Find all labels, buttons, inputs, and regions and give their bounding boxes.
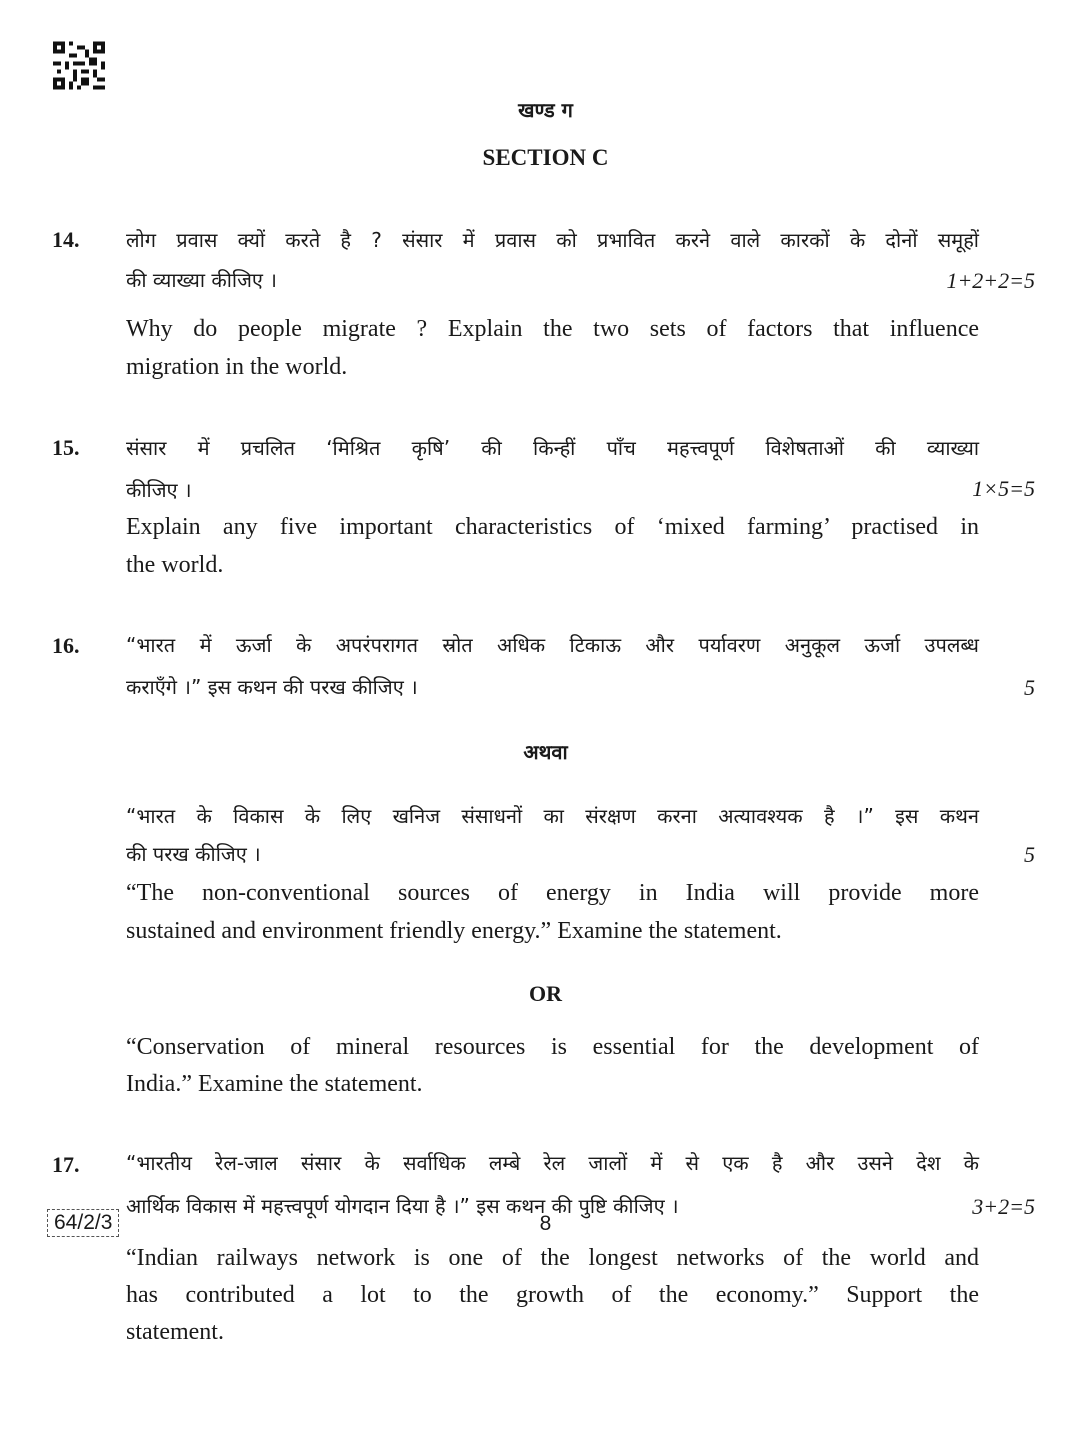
q15-english-line-2: the world. <box>126 552 224 578</box>
q16-marks: 5 <box>1024 675 1035 700</box>
q16-english-line-1: “The non-conventional sources of energy in India will provide more <box>126 880 979 906</box>
q14-english-line-1: Why do people migrate ? Explain the two sets of factors that influence <box>126 316 979 342</box>
q14-hindi-line-2: की व्याख्या कीजिए । <box>126 268 277 292</box>
section-title: SECTION C <box>482 145 609 170</box>
q16-alt-hindi-line-1: “भारत के विकास के लिए खनिज संसाधनों का संरक्षण करना अत्यावश्यक है ।” इस कथन <box>126 804 979 828</box>
q15-english-line-1: Explain any five important characteristics of ‘mixed farming’ practised in <box>126 514 979 540</box>
q15-hindi-line-1: संसार में प्रचलित ‘मिश्रित कृषि’ की किन्हीं पाँच महत्त्वपूर्ण विशेषताओं की व्याख्या <box>126 436 979 460</box>
q17-english-line-2: has contributed a lot to the growth of the economy.” Support the <box>126 1282 979 1308</box>
question-number-15: 15. <box>52 435 80 460</box>
q16-alt-english-line-1: “Conservation of mineral resources is essential for the development of <box>126 1034 979 1060</box>
q17-marks: 3+2=5 <box>972 1194 1035 1219</box>
section-title-hindi: खण्ड ग <box>518 98 573 122</box>
q15-hindi-line-2: कीजिए । <box>126 478 192 502</box>
q17-english-line-3: statement. <box>126 1319 224 1345</box>
page-number: 8 <box>539 1212 552 1235</box>
or-heading: OR <box>529 981 562 1006</box>
question-number-16: 16. <box>52 633 80 658</box>
question-number-14: 14. <box>52 227 80 252</box>
question-number-17: 17. <box>52 1152 80 1177</box>
q14-hindi-line-1: लोग प्रवास क्यों करते है ? संसार में प्रवास को प्रभावित करने वाले कारकों के दोनों समूहों <box>126 228 979 252</box>
paper-code: 64/2/3 <box>47 1209 119 1237</box>
q17-hindi-line-1: “भारतीय रेल-जाल संसार के सर्वाधिक लम्बे रेल जालों में से एक है और उसने देश के <box>126 1151 979 1175</box>
q17-hindi-line-2: आर्थिक विकास में महत्त्वपूर्ण योगदान दिया है ।” इस कथन की पुष्टि कीजिए । <box>126 1194 679 1218</box>
q16-alt-hindi-line-2: की परख कीजिए । <box>126 842 261 866</box>
q14-marks: 1+2+2=5 <box>946 268 1035 293</box>
qr-code-icon <box>53 41 105 90</box>
q16-alt-english-line-2: India.” Examine the statement. <box>126 1071 423 1097</box>
q14-english-line-2: migration in the world. <box>126 354 348 380</box>
q15-marks: 1×5=5 <box>972 476 1035 501</box>
or-heading-hindi: अथवा <box>523 740 568 764</box>
q16-hindi-line-1: “भारत में ऊर्जा के अपरंपरागत स्रोत अधिक टिकाऊ और पर्यावरण अनुकूल ऊर्जा उपलब्ध <box>126 633 979 657</box>
q16-english-line-2: sustained and environment friendly energy.” Examine the statement. <box>126 918 782 944</box>
q17-english-line-1: “Indian railways network is one of the longest networks of the world and <box>126 1245 979 1271</box>
q16-alt-marks: 5 <box>1024 842 1035 867</box>
q16-hindi-line-2: कराएँगे ।” इस कथन की परख कीजिए । <box>126 675 418 699</box>
